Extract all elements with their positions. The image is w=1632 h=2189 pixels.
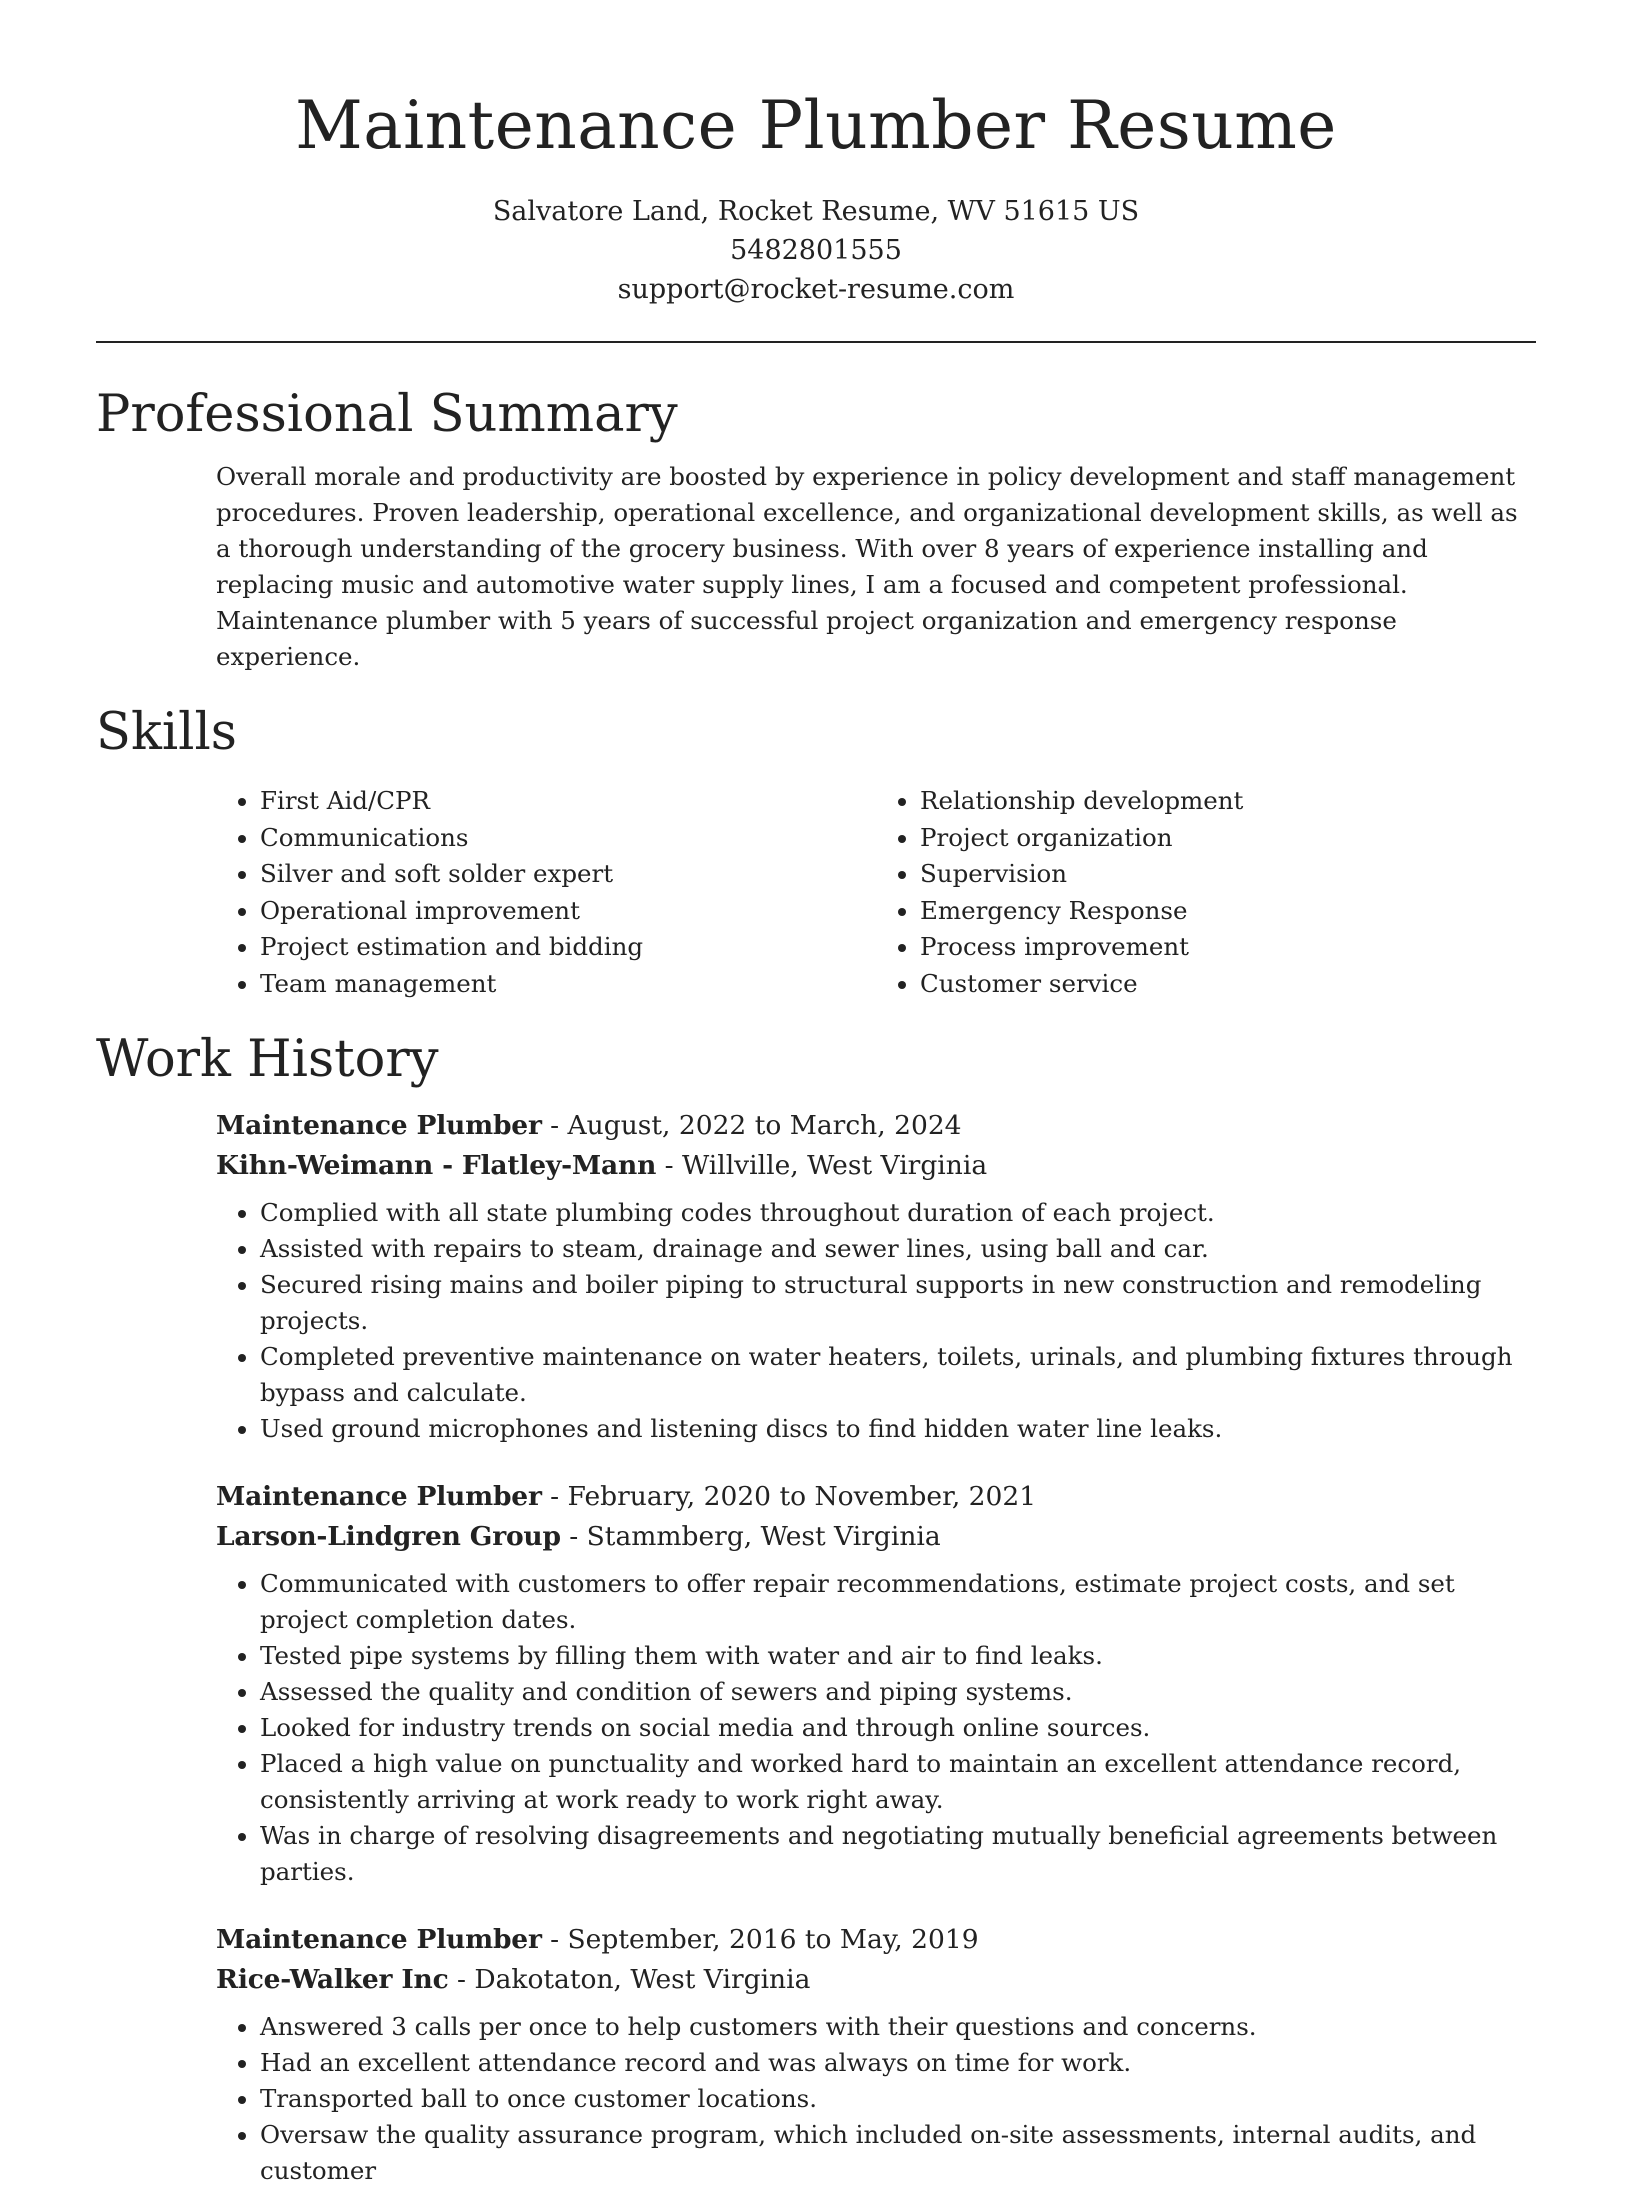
job-bullet: • Communicated with customers to offer repair recommendations, estimate project costs, and set project completion dates. xyxy=(260,1566,1536,1638)
job-title-line xyxy=(216,1920,1536,1960)
contact-block xyxy=(96,192,1536,309)
job-bullet: • Was in charge of resolving disagreements and negotiating mutually beneficial agreements between parties. xyxy=(260,1818,1536,1890)
job-company-line xyxy=(216,1960,1536,2000)
skill-item: • First Aid/CPR xyxy=(260,783,876,820)
job-bullet: • Secured rising mains and boiler piping to structural supports in new construction and remodeling projects. xyxy=(260,1267,1536,1339)
summary-heading: Professional Summary xyxy=(96,385,678,444)
contact-email: support@rocket-resume.com xyxy=(617,274,1015,305)
job-bullet: • Assessed the quality and condition of sewers and piping systems. xyxy=(260,1674,1536,1710)
job-entry xyxy=(216,1477,1536,1890)
job-entry xyxy=(216,1920,1536,2189)
job-company: Kihn-Weimann - Flatley-Mann xyxy=(216,1149,657,1181)
job-dates: - August, 2022 to March, 2024 xyxy=(541,1110,962,1141)
page-title: Maintenance Plumber Resume xyxy=(295,87,1337,164)
job-bullets xyxy=(216,1566,1536,1890)
job-entry xyxy=(216,1106,1536,1447)
job-bullet: • Had an excellent attendance record and was always on time for work. xyxy=(260,2045,1536,2081)
header-divider xyxy=(96,341,1536,343)
job-title: Maintenance Plumber xyxy=(216,1481,542,1512)
skill-item: • Supervision xyxy=(920,856,1536,893)
job-bullet: • Completed preventive maintenance on water heaters, toilets, urinals, and plumbing fixtures through bypass and calculate. xyxy=(260,1339,1536,1411)
job-company: Rice-Walker Inc xyxy=(216,1963,449,1995)
skill-item: • Customer service xyxy=(920,966,1536,1003)
job-bullet: • Tested pipe systems by filling them with water and air to find leaks. xyxy=(260,1638,1536,1674)
job-bullet: • Answered 3 calls per once to help customers with their questions and concerns. xyxy=(260,2009,1536,2045)
job-location: - Stammberg, West Virginia xyxy=(560,1520,941,1552)
skills-heading: Skills xyxy=(96,703,237,762)
job-bullets xyxy=(216,1195,1536,1447)
job-bullet: • Oversaw the quality assurance program, which included on-site assessments, internal audits, and customer xyxy=(260,2117,1536,2189)
skill-item: • Communications xyxy=(260,820,876,857)
skills-list xyxy=(216,783,1536,1002)
job-company: Larson-Lindgren Group xyxy=(216,1520,561,1552)
resume-header xyxy=(96,0,1536,343)
job-location: - Dakotaton, West Virginia xyxy=(448,1963,811,1995)
job-bullet: • Transported ball to once customer locations. xyxy=(260,2081,1536,2117)
job-dates: - February, 2020 to November, 2021 xyxy=(541,1481,1037,1512)
skill-item: • Project estimation and bidding xyxy=(260,929,876,966)
contact-address: Salvatore Land, Rocket Resume, WV 51615 US xyxy=(492,196,1140,227)
contact-phone: 5482801555 xyxy=(730,235,902,266)
resume-page xyxy=(96,0,1536,2189)
job-bullets xyxy=(216,2009,1536,2189)
summary-text: Overall morale and productivity are boosted by experience in policy development and staff management procedures. Proven leadership, operational excellence, and organizational development skills, as well as a thorough understanding of the grocery business. With over 8 years of experience installing and replacing music and automotive water supply lines, I am a focused and competent professional. Maintenance plumber with 5 years of successful project organization and emergency response experience. xyxy=(216,462,1518,671)
job-company-line xyxy=(216,1146,1536,1186)
skill-item: • Project organization xyxy=(920,820,1536,857)
job-bullet: • Complied with all state plumbing codes throughout duration of each project. xyxy=(260,1195,1536,1231)
skills-column-right xyxy=(876,783,1536,1002)
skills-column-left xyxy=(216,783,876,1002)
job-title-line xyxy=(216,1477,1536,1517)
job-title: Maintenance Plumber xyxy=(216,1924,542,1955)
job-location: - Willville, West Virginia xyxy=(656,1149,988,1181)
job-bullet: • Used ground microphones and listening discs to find hidden water line leaks. xyxy=(260,1411,1536,1447)
job-title: Maintenance Plumber xyxy=(216,1110,542,1141)
skill-item: • Relationship development xyxy=(920,783,1536,820)
job-company-line xyxy=(216,1517,1536,1557)
job-bullet: • Looked for industry trends on social media and through online sources. xyxy=(260,1710,1536,1746)
work-history-heading: Work History xyxy=(96,1030,439,1089)
skill-item: • Team management xyxy=(260,966,876,1003)
job-dates: - September, 2016 to May, 2019 xyxy=(541,1924,979,1955)
skill-item: • Process improvement xyxy=(920,929,1536,966)
job-title-line xyxy=(216,1106,1536,1146)
skill-item: • Operational improvement xyxy=(260,893,876,930)
job-bullet: • Assisted with repairs to steam, drainage and sewer lines, using ball and car. xyxy=(260,1231,1536,1267)
skill-item: • Emergency Response xyxy=(920,893,1536,930)
skill-item: • Silver and soft solder expert xyxy=(260,856,876,893)
job-bullet: • Placed a high value on punctuality and worked hard to maintain an excellent attendance record, consistently arriving at work ready to work right away. xyxy=(260,1746,1536,1818)
